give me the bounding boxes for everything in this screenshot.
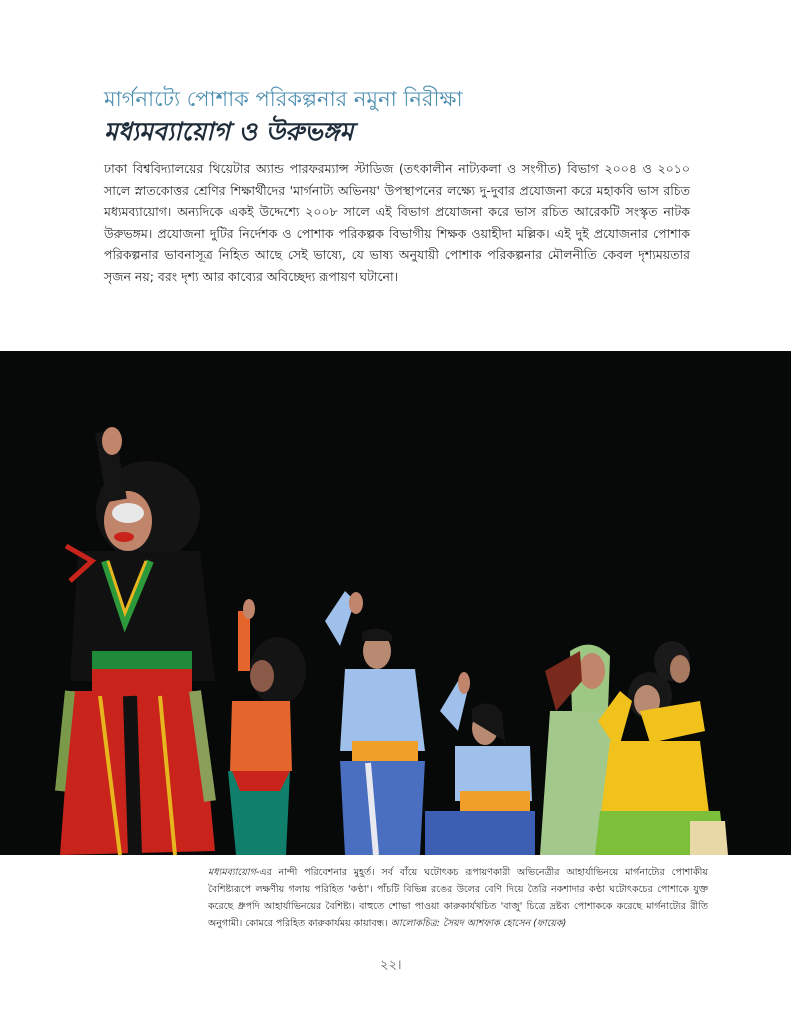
body-paragraph: ঢাকা বিশ্ববিদ্যালয়ের থিয়েটার অ্যান্ড পারফরম্যান্স স্টাডিজ (তৎকালীন নাট্যকলা ও সংগীত) বিভাগ ২০০৪ ও ২০১০ সালে স্নাতকোত্তর শ্রেণির শিক্ষার্থীদের 'মার্গনাট্য অভিনয়' উপস্থাপনের লক্ষ্যে দু-দুবার প্রযোজনা করে মহাকবি ভাস রচিত মধ্যমব্যায়োগ। অন্যদিকে একই উদ্দেশ্যে ২০০৮ সালে এই বিভাগ প্রযোজনা করে ভাস রচিত আরেকটি সংস্কৃত নাটক উরুভঙ্গম। প্রযোজনা দুটির নির্দেশক ও পোশাক পরিকল্পক বিভাগীয় শিক্ষক ওয়াহীদা মল্লিক। এই দুই প্রযোজনার পোশাক পরিকল্পনার ভাবনাসূত্র নিহিত আছে সেই ভাষ্যে, যে ভাষ্য অনুযায়ী পোশাক পরিকল্পনার মৌলনীতি কেবল দৃশ্যময়তার সৃজন নয়; বরং দৃশ্য আর কাব্যের অবিচ্ছেদ্য রূপায়ণ ঘটানো। xyxy=(104,161,690,284)
caption-italic-lead: মধ্যমব্যায়োগ xyxy=(208,867,256,878)
page-title: মধ্যমব্যায়োগ ও উরুভঙ্গম xyxy=(104,117,354,146)
performance-photo xyxy=(0,351,791,855)
body-paragraph-block xyxy=(104,158,690,287)
photo-caption xyxy=(208,864,708,932)
photo-credit: আলোকচিত্র: সৈয়দ আশফাক হোসেন (ফায়েক) xyxy=(390,918,567,929)
section-subtitle: মার্গনাট্যে পোশাক পরিকল্পনার নমুনা নিরীক্ষা xyxy=(104,87,463,111)
performance-illustration xyxy=(0,351,791,855)
page-number: ২২। xyxy=(380,958,402,973)
caption-text: -এর নান্দী পরিবেশনার মুহূর্ত। সর্ব বাঁয়ে ঘটোৎকচ রূপায়ণকারী অভিনেত্রীর আহার্যাভিনয়ে মার্গনাট্যের পোশাকীয় বৈশিষ্ট্যরূপে লক্ষণীয় গলায় পরিহিত 'কণ্ঠা'। পাঁচটি বিভিন্ন রঙের উলের বেণি দিয়ে তৈরি নকশাদার কণ্ঠা ঘটোৎকচের পোশাকে যুক্ত করেছে ধ্রুপদি আহার্যাভিনয়ের বৈশিষ্ট্য। বাহুতে শোভা পাওয়া কারুকার্যখচিত 'বাজু' চিত্রে দ্রষ্টব্য পোশাককে করেছে মার্গনাট্যের রীতি অনুগামী। কোমরে পরিহিত কারুকার্যময় কায়াবন্ধ। xyxy=(208,867,708,929)
